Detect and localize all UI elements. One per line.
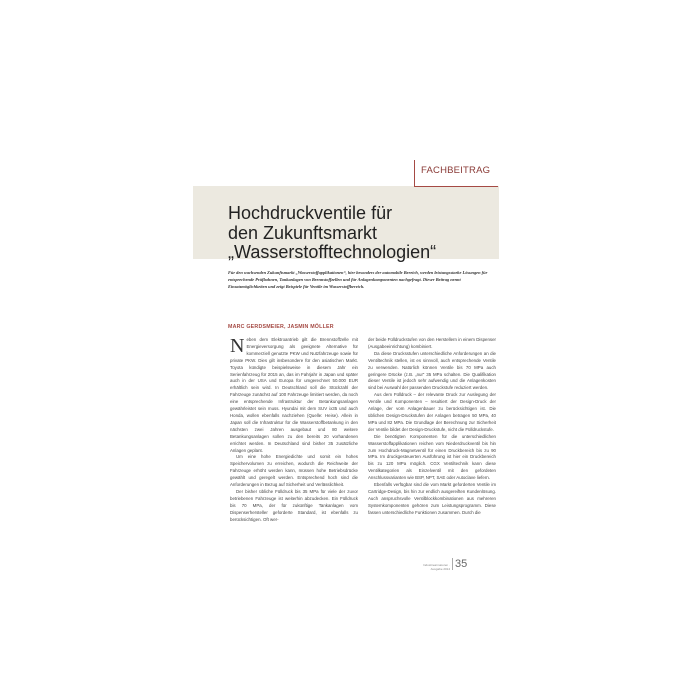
footer-meta: Industriearmaturen · Ausgabe 2014: [422, 563, 450, 571]
section-tag: [414, 160, 498, 187]
paragraph: [230, 337, 358, 454]
paragraph: Aus dem Fülldruck – der relevante Druck zur Auslegung der Ventile und Komponenten – resultiert der Design-Druck der Anlage, der vom Anlagenbauer zu berücksichtigen ist. Die üblichen Design-Druckstufen der Anlagen betragen 50 MPa, 40 MPa und 82 MPa. Die Grundlage der Berechnung zur Sicherheit der Ventile bildet der Design-Druckstufe, nicht die Fülldruckstufe.: [368, 392, 496, 432]
article-title: Hochdruckventile für den Zukunftsmarkt „Wasserstofftechnologien“: [228, 203, 437, 262]
paragraph-text: eben dem Elektroantrieb gilt die Brennstoffzelle mit Energieversorgung als geeignete Alternative für kommerziell genutzte PKW und Nutzfahrzeuge sowie für private PKW. Dies gilt insbesondere für den asiatischen Markt. Toyota kündigte beispielsweise in diesem Jahr ein Serienfahrzeug für 2015 an, das im Fahrjahr in Japan und später auch in der USA und Europa für umgerechnet 50.000 EUR erhältlich sein wird. In Deutschland soll die Stückzahl der Fahrzeuge zunächst auf 100 Fahrzeuge limitiert werden, da noch eine entsprechende Infrastruktur der Betankungsanlagen gewährleistet sein muss. Hyundai mit dem SUV ix35 und auch Honda, wollen ebenfalls nachziehen (Quelle: Heise). Allein in Japan soll die Infrastruktur für die Wasserstoffbetankung in den nächsten zwei Jahren ausgebaut und 80 weitere Betankungsanlagen sollen zu den bereits 20 vorhandenen errichtet werden. In Deutschland sind bisher 35 zusätzliche Anlagen geplant.: [230, 337, 358, 453]
text-column-left: [230, 337, 358, 523]
paragraph: Um eine hohe Energiedichte und somit ein hohes Speichervolumen zu erreichen, wodurch die Reichweite der Fahrzeuge erhöht werden kann, müssen hohe Betriebsdrücke gewählt und geregelt werden. Entsprechend hoch sind die Anforderungen in Bezug auf Sicherheit und Verlässlichkeit.: [230, 454, 358, 488]
page-number: 35: [452, 558, 467, 570]
paragraph: Ebenfalls verfügbar sind die vom Markt geforderten Ventile im Cartridge-Design, bis hin zur endlich ausgereiften Kundenlösung. Auch anspruchsvolle Ventilblockkombinationen aus mehreren Systemkomponenten gehören zum Leistungsprogramm. Diese fassen unterschiedliche Funktionen zusammen. Durch die: [368, 482, 496, 515]
paragraph: Der bisher übliche Fülldruck bis 35 MPa für viele der zuvor betriebenen Fahrzeuge ist weiterhin abzudecken. Ein Fülldruck bis 70 MPa, der für zukünftige Tankanlagen vom Dispenserhersteller geforderte Standard, ist ebenfalls zu berücksichtigen. Oft wer-: [230, 488, 358, 522]
paragraph: Die benötigten Komponenten für die unterschiedlichen Wasserstoffapplikationen reichen vom Niederdruckventil bis hin zum Hochdruck-Magnetventil für einen Druckbereich bis zu 90 MPa. Im druckgesteuerten Ausführung ist hier ein Druckbereich bis zu 120 MPa möglich. CGX Ventiltechnik kann diese Ventilkategorien als Einzelventil mit den gefordeten Anschlussvarianten wie BSP, NPT, SAE oder Autoclave liefern.: [368, 433, 496, 481]
authors: MARC GERDSMEIER, JASMIN MÖLLER: [228, 324, 334, 330]
drop-cap: N: [230, 335, 245, 357]
lead-paragraph: Für den wachsenden Zukunftsmarkt „Wasserstoffapplikationen“, hier besonders der automobile Bereich, werden leistungsstarke Lösungen für entsprechende Prüfbahnen, Tankanlagen von Brennstoffzellen und für Anlagenkomponenten nachgefragt. Dieser Beitrag nennt Einsatzmöglichkeiten und zeigt Beispiele für Ventile im Wasserstoffbereich.: [228, 270, 488, 290]
paragraph: Da diese Drucksstufen unterschiedliche Anforderungen an die Ventiltechnik stellen, ist es sinnvoll, auch entsprechende Ventile zu verwenden. Natürlich können Ventile bis 70 MPa auch geringere Drücke (z.B. „nur“ 35 MPa schalten. Die Qualifikation dieser Ventile ist jedoch sehr aufwendig und die Anlagenkosten sind bei Auswahl der passenden Druckstufe reduziert werden.: [368, 350, 496, 391]
paragraph: der beide Fülldruckstufen von den Herstellern in einem Dispenser (Ausgabeeinrichtung) kombiniert.: [368, 337, 496, 349]
text-column-right: [368, 337, 496, 517]
section-tag-label: FACHBEITRAG: [421, 165, 491, 176]
